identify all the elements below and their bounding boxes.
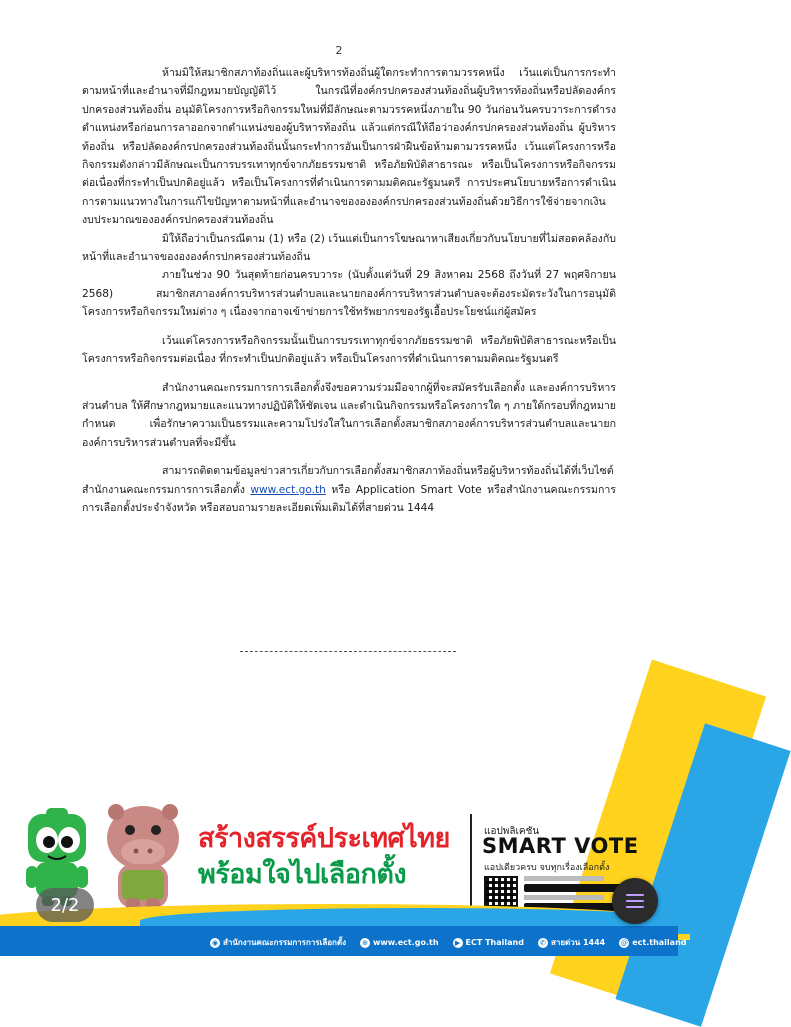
footer-org: สำนักงานคณะกรรมการการเลือกตั้ง	[223, 938, 346, 947]
social-icon: @	[620, 938, 628, 947]
contact-prefix: สามารถติดตามข้อมูลข่าวสารเกี่ยวกับการเลือกตั้งสมาชิกสภาท้องถิ่นหรือผู้บริหารท้องถิ่นได้ที่เว็บไซต์สำนักงานคณะกรรมการการเลือกตั้ง	[82, 465, 614, 496]
end-divider	[240, 651, 456, 652]
paragraph-5: สำนักงานคณะกรรมการการเลือกตั้งจึงขอความร่วมมือจากผู้ที่จะสมัครรับเลือกตั้ง และองค์การบริหารส่วนตำบล ให้ศึกษากฎหมายและแนวทางปฏิบัติให้ชัดเจน และดำเนินกิจกรรมหรือโครงการใด ๆ ภายใต้กรอบที่กฎหมายกำหนด เพื่อรักษาความเป็นธรรมและความโปร่งใสในการเลือกตั้งสมาชิกสภาองค์การบริหารส่วนตำบลและนายกองค์การบริหารส่วนตำบลที่จะมีขึ้น	[82, 381, 616, 449]
web-icon: ⊕	[360, 938, 370, 948]
footer-social: ect.thailand	[632, 938, 687, 947]
ect-website-link[interactable]: www.ect.go.th	[250, 483, 326, 496]
document-body	[82, 64, 616, 517]
footer-channel: ECT Thailand	[465, 938, 524, 947]
paragraph-4: เว้นแต่โครงการหรือกิจกรรมนั้นเป็นการบรรเทาทุกข์จากภัยธรรมชาติ หรือภัยพิบัติสาธารณะหรือเป็นโครงการหรือกิจกรรมต่อเนื่อง ที่กระทำเป็นปกติอยู่แล้ว หรือเป็นโครงการที่ดำเนินการตามมติคณะรัฐมนตรี	[82, 334, 616, 366]
slogan-line-1: สร้างสรรค์ประเทศไทย	[198, 823, 450, 854]
slogan-line-2: พร้อมใจไปเลือกตั้ง	[198, 859, 407, 890]
paragraph-contact	[82, 462, 616, 517]
footer-hotline: สายด่วน 1444	[550, 938, 606, 947]
paragraph-2: มิให้ถือว่าเป็นกรณีตาม (1) หรือ (2) เว้นแต่เป็นการโฆษณาหาเสียงเกี่ยวกับนโยบายที่ไม่สอดคล้องกับหน้าที่และอำนาจของององค์กรปกครองส่วนท้องถิ่น	[82, 232, 616, 264]
menu-button[interactable]	[612, 878, 658, 924]
app-name: SMART VOTE	[482, 834, 639, 858]
menu-icon	[626, 894, 644, 908]
paragraph-3: ภายในช่วง 90 วันสุดท้ายก่อนครบวาระ (นับตั้งแต่วันที่ 29 สิงหาคม 2568 ถึงวันที่ 27 พฤศจิกายน 2568) สมาชิกสภาองค์การบริหารส่วนตำบลและนายกองค์การบริหารส่วนตำบลจะต้องระมัดระวังในการอนุมัติโครงการหรือกิจกรรมใหม่ต่าง ๆ เนื่องจากอาจเข้าข่ายการใช้ทรัพยากรของรัฐเอื้อประโยชน์แก่ผู้สมัคร	[82, 269, 616, 319]
app-description: แอปเดียวครบ จบทุกเรื่องเลือกตั้ง	[484, 863, 610, 873]
page-indicator: 2/2	[36, 888, 94, 922]
footer-web: www.ect.go.th	[373, 938, 439, 947]
ect-logo-icon: ◉	[211, 938, 219, 947]
contact-suffix: หรือ Application Smart Vote หรือสำนักงานคณะกรรมการการเลือกตั้งประจำจังหวัด หรือสอบถามรายละเอียดเพิ่มเติมได้ที่สายด่วน 1444	[82, 483, 616, 514]
election-banner	[0, 790, 687, 956]
video-icon: ▶	[453, 938, 463, 948]
app-subtitle: แอปพลิเคชัน	[484, 826, 540, 837]
hippo-mascot-icon	[100, 798, 186, 916]
page-number: 2	[335, 44, 343, 57]
paragraph-1: ห้ามมิให้สมาชิกสภาท้องถิ่นและผู้บริหารท้องถิ่นผู้ใดกระทำการตามวรรคหนึ่ง เว้นแต่เป็นการกระทำตามหน้าที่และอำนาจที่มีกฎหมายบัญญัติไว้ ในกรณีที่องค์กรปกครองส่วนท้องถิ่นผู้บริหารท้องถิ่นหรือปลัดองค์กรปกครองส่วนท้องถิ่น อนุมัติโครงการหรือกิจกรรมใหม่ที่มีลักษณะตามวรรคหนึ่งภายใน 90 วันก่อนวันครบวาระการดำรงตำแหน่งหรือก่อนการลาออกจากตำแหน่งของผู้บริหารท้องถิ่น แล้วแต่กรณีให้ถือว่าองค์กรปกครองส่วนท้องถิ่น ผู้บริหารท้องถิ่น หรือปลัดองค์กรปกครองส่วนท้องถิ่นนั้นกระทำการอันเป็นการฝ่าฝืนข้อห้ามตามวรรคหนึ่ง เว้นแต่โครงการหรือกิจกรรมดังกล่าวมีลักษณะเป็นการบรรเทาทุกข์จากภัยธรรมชาติ หรือภัยพิบัติสาธารณะ หรือเป็นโครงการหรือกิจกรรมต่อเนื่องที่กระทำเป็นปกติอยู่แล้ว หรือเป็นโครงการที่ดำเนินการตามมติคณะรัฐมนตรี การประศนโยบายหรือการดำเนินการตามแนวทางในการแก้ไขปัญหาตามหน้าที่และอำนาจของององค์กรปกครองส่วนท้องถิ่นด้วยวิธีการใช้จ่ายจากเงินงบประมาณขององค์กรปกครองส่วนท้องถิ่น	[82, 67, 616, 227]
phone-icon: ✆	[538, 938, 548, 948]
banner-footer-links	[210, 936, 687, 949]
